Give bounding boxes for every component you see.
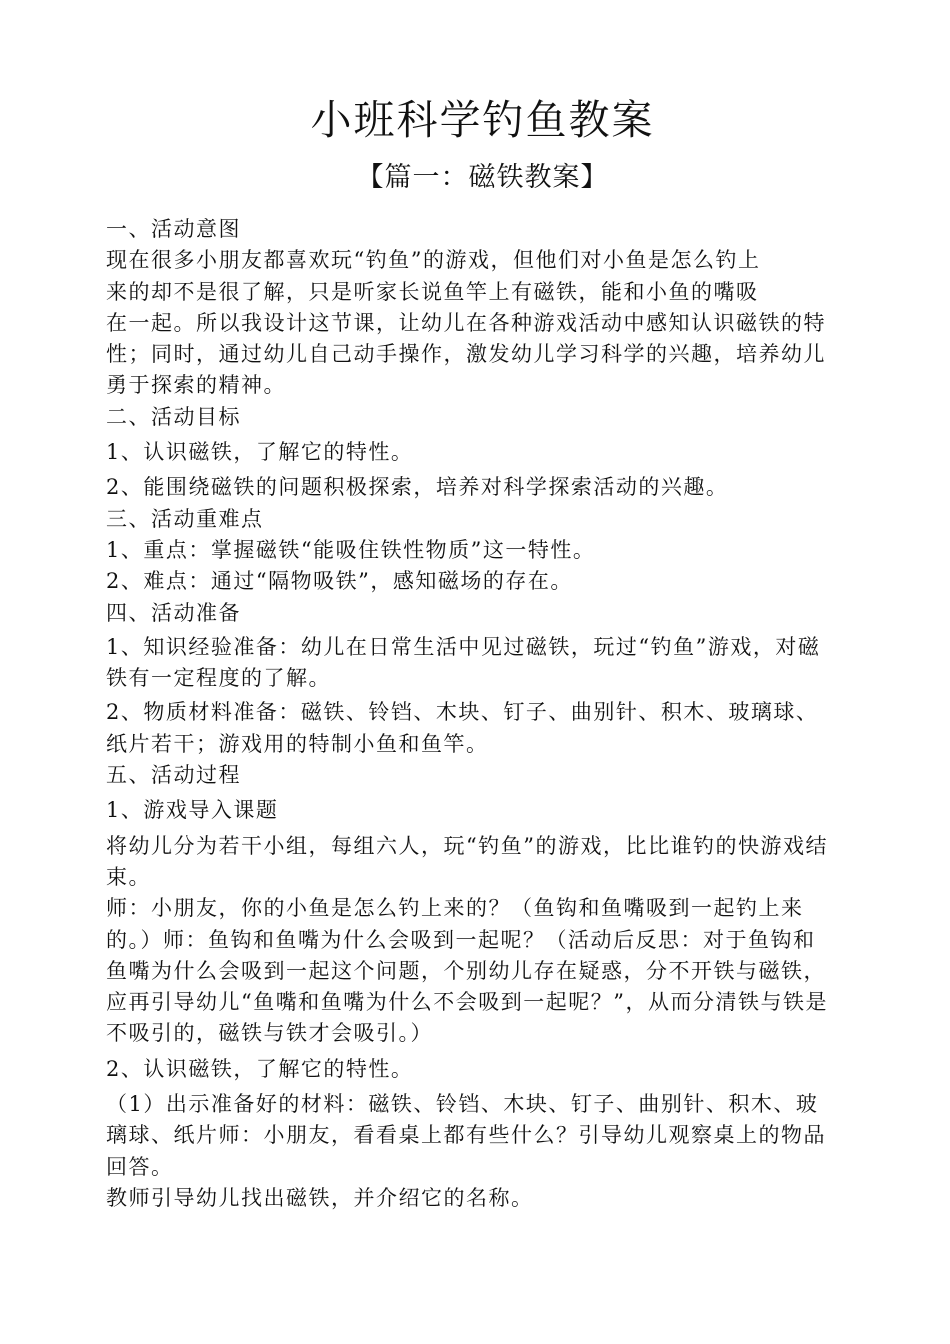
list-item: 1、知识经验准备：幼儿在日常生活中见过磁铁，玩过“钓鱼”游戏，对磁: [106, 634, 821, 659]
list-item: 1、游戏导入课题: [106, 798, 279, 823]
list-item: 铁有一定程度的了解。: [106, 666, 331, 691]
paragraph-line: 勇于探索的精神。: [106, 373, 286, 398]
document-subtitle: 【篇一：磁铁教案】: [356, 162, 609, 193]
list-item: 2、能围绕磁铁的问题积极探索，培养对科学探索活动的兴趣。: [106, 475, 729, 500]
list-item: 1、重点：掌握磁铁“能吸住铁性物质”这一特性。: [106, 537, 596, 562]
section-heading: 三、活动重难点: [106, 506, 264, 531]
section-heading: 一、活动意图: [106, 217, 241, 241]
paragraph-line: 师：小朋友，你的小鱼是怎么钓上来的？（鱼钩和鱼嘴吸到一起钓上来: [106, 896, 804, 921]
paragraph-line: （1）出示准备好的材料：磁铁、铃铛、木块、钉子、曲别针、积木、玻: [106, 1092, 819, 1117]
paragraph-line: 的。）师：鱼钩和鱼嘴为什么会吸到一起呢？（活动后反思：对于鱼钩和: [106, 927, 816, 952]
paragraph-line: 鱼嘴为什么会吸到一起这个问题，个别幼儿存在疑惑，分不开铁与磁铁，: [106, 958, 826, 983]
paragraph-line: 应再引导幼儿“鱼嘴和鱼嘴为什么不会吸到一起呢？”，从而分清铁与铁是: [106, 990, 828, 1015]
list-item: 2、认识磁铁，了解它的特性。: [106, 1056, 414, 1081]
paragraph-line: 在一起。所以我设计这节课，让幼儿在各种游戏活动中感知认识磁铁的特: [106, 310, 826, 335]
list-item: 1、认识磁铁，了解它的特性。: [106, 440, 414, 465]
list-item: 纸片若干；游戏用的特制小鱼和鱼竿。: [106, 731, 489, 756]
document-title: 小班科学钓鱼教案: [310, 96, 655, 144]
paragraph-line: 不吸引的，磁铁与铁才会吸引。）: [106, 1021, 433, 1046]
document-body: [106, 214, 866, 1214]
paragraph-line: 将幼儿分为若干小组，每组六人，玩“钓鱼”的游戏，比比谁钓的快游戏结: [106, 833, 828, 858]
paragraph-line: 性；同时，通过幼儿自己动手操作，激发幼儿学习科学的兴趣，培养幼儿: [106, 342, 826, 367]
section-heading: 二、活动目标: [106, 404, 241, 429]
paragraph-line: 回答。: [106, 1154, 174, 1179]
paragraph-line: 来的却不是很了解，只是听家长说鱼竿上有磁铁，能和小鱼的嘴吸: [106, 279, 759, 304]
list-item: 2、难点：通过“隔物吸铁”，感知磁场的存在。: [106, 569, 573, 594]
paragraph-line: 璃球、纸片师：小朋友，看看桌上都有些什么？引导幼儿观察桌上的物品: [106, 1123, 826, 1148]
paragraph-line: 教师引导幼儿找出磁铁，并介绍它的名称。: [106, 1185, 534, 1210]
paragraph-line: 束。: [106, 864, 151, 889]
section-heading: 四、活动准备: [106, 600, 241, 625]
list-item: 2、物质材料准备：磁铁、铃铛、木块、钉子、曲别针、积木、玻璃球、: [106, 700, 819, 725]
paragraph-line: 现在很多小朋友都喜欢玩“钓鱼”的游戏，但他们对小鱼是怎么钓上: [106, 248, 761, 273]
section-heading: 五、活动过程: [106, 763, 241, 788]
